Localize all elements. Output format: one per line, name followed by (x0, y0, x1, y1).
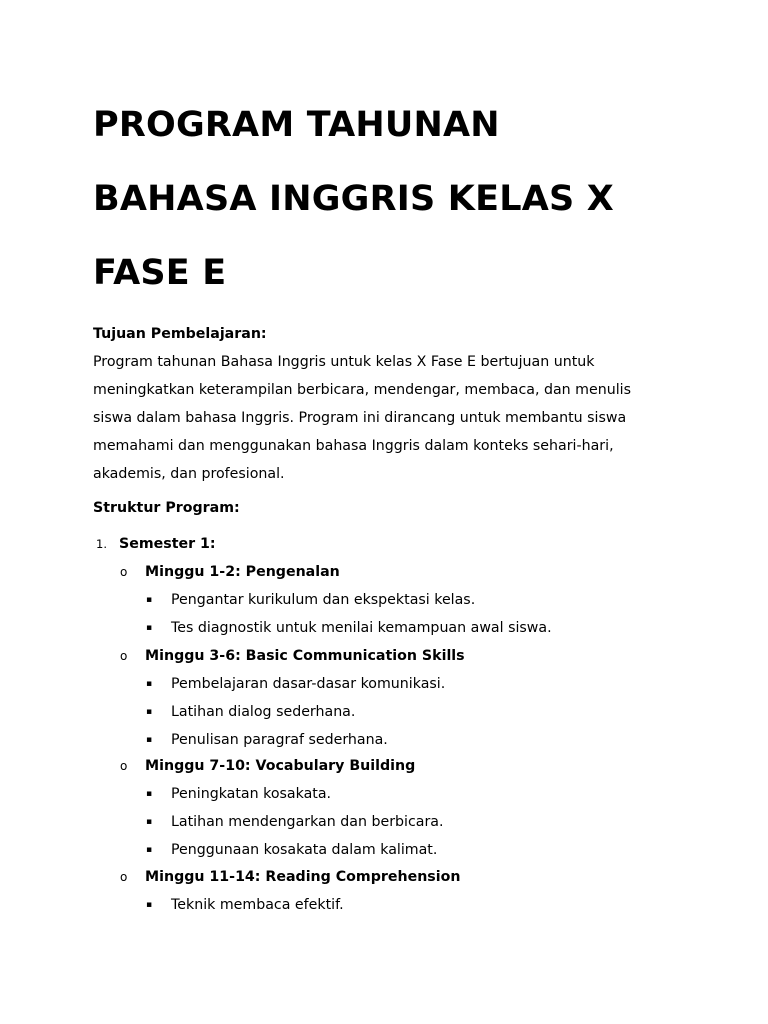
circle-bullet-icon: o (120, 759, 128, 773)
tujuan-text-line: meningkatkan keterampilan berbicara, mendengar, membaca, dan menulis (93, 382, 631, 398)
square-bullet-icon: ▪ (146, 789, 153, 799)
struktur-heading: Struktur Program: (93, 500, 240, 516)
tujuan-heading: Tujuan Pembelajaran: (93, 326, 267, 342)
list-item: Peningkatan kosakata. (171, 786, 332, 802)
list-item: Pembelajaran dasar-dasar komunikasi. (171, 676, 446, 692)
list-item: Latihan mendengarkan dan berbicara. (171, 814, 444, 830)
list-item: Tes diagnostik untuk menilai kemampuan awal siswa. (171, 620, 552, 636)
tujuan-text-line: akademis, dan profesional. (93, 466, 285, 482)
week-label: Minggu 11-14: Reading Comprehension (145, 869, 461, 885)
square-bullet-icon: ▪ (146, 900, 153, 910)
title-line: FASE E (93, 253, 227, 293)
square-bullet-icon: ▪ (146, 845, 153, 855)
week-label: Minggu 7-10: Vocabulary Building (145, 758, 416, 774)
square-bullet-icon: ▪ (146, 623, 153, 633)
list-item: Pengantar kurikulum dan ekspektasi kelas. (171, 592, 476, 608)
tujuan-text-line: Program tahunan Bahasa Inggris untuk kelas X Fase E bertujuan untuk (93, 354, 595, 370)
tujuan-text-line: siswa dalam bahasa Inggris. Program ini dirancang untuk membantu siswa (93, 410, 627, 426)
square-bullet-icon: ▪ (146, 735, 153, 745)
circle-bullet-icon: o (120, 649, 128, 663)
square-bullet-icon: ▪ (146, 817, 153, 827)
list-number: 1. (96, 537, 107, 551)
list-item: Penggunaan kosakata dalam kalimat. (171, 842, 438, 858)
title-line: PROGRAM TAHUNAN (93, 105, 500, 145)
tujuan-text-line: memahami dan menggunakan bahasa Inggris dalam konteks sehari-hari, (93, 438, 614, 454)
list-item: Penulisan paragraf sederhana. (171, 732, 388, 748)
circle-bullet-icon: o (120, 565, 128, 579)
square-bullet-icon: ▪ (146, 595, 153, 605)
square-bullet-icon: ▪ (146, 707, 153, 717)
week-label: Minggu 1-2: Pengenalan (145, 564, 340, 580)
circle-bullet-icon: o (120, 870, 128, 884)
square-bullet-icon: ▪ (146, 679, 153, 689)
semester-label: Semester 1: (119, 536, 216, 552)
list-item: Latihan dialog sederhana. (171, 704, 356, 720)
title-line: BAHASA INGGRIS KELAS X (93, 179, 614, 219)
list-item: Teknik membaca efektif. (171, 897, 344, 913)
document-title (93, 88, 693, 310)
week-label: Minggu 3-6: Basic Communication Skills (145, 648, 465, 664)
